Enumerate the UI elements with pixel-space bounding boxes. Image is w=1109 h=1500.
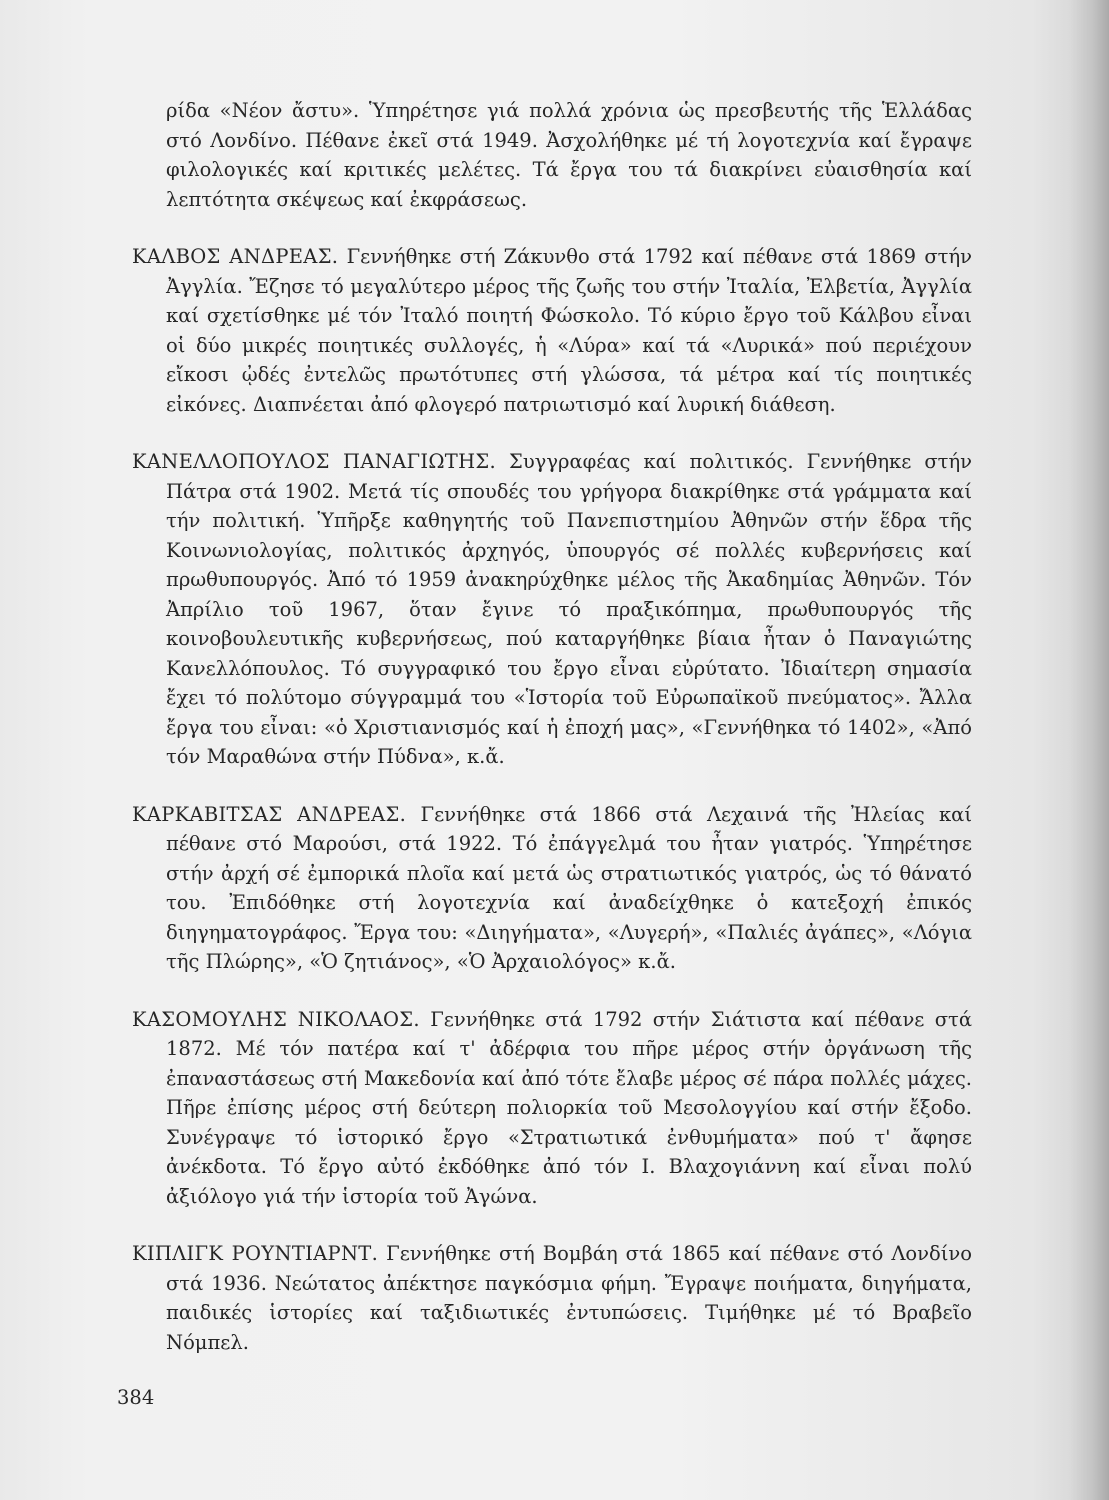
entry-body: Γεννήθηκε στή Ζάκυνθο στά 1792 καί πέθανε στά 1869 στήν Ἀγγλία. Ἔζησε τό μεγαλύτερο μέρος τῆς ζωῆς του στήν Ἰταλία, Ἐλβετία, Ἀγγλία καί σχετίσθηκε μέ τόν Ἰταλό ποιητή Φώσκολο. Τό κύριο ἔργο τοῦ Κάλβου εἶναι οἱ δύο μικρές ποιητικές συλλογές, ἡ «Λύρα» καί τά «Λυρικά» πού περιέχουν εἴκοσι ᾠδές ἐντελῶς πρωτότυπες στή γλώσσα, τά μέτρα καί τίς ποιητικές εἰκόνες. Διαπνέεται ἀπό φλογερό πατριωτισμό καί λυρική διάθεση. xyxy=(166,245,973,416)
binding-shadow xyxy=(1069,0,1109,1500)
entry-head: ΚΑΛΒΟΣ ΑΝΔΡΕΑΣ. xyxy=(132,245,339,268)
continuation-paragraph: ρίδα «Νέον ἄστυ». Ὑπηρέτησε γιά πολλά χρόνια ὡς πρεσβευτής τῆς Ἑλλάδας στό Λονδίνο. Πέθανε ἐκεῖ στά 1949. Ἀσχολήθηκε μέ τή λογοτεχνία καί ἔγραψε φιλολογικές καί κριτικές μελέτες. Τά ἔργα του τά διακρίνει εὐαισθησία καί λεπτότητα σκέψεως καί ἐκφράσεως. xyxy=(166,99,972,211)
entry-kasomoulis xyxy=(132,1005,972,1212)
entry-karkavitsas xyxy=(132,800,972,977)
page-number: 384 xyxy=(117,1386,155,1409)
entry-kipling xyxy=(132,1239,972,1357)
entry-head: ΚΙΠΛΙΓΚ ΡΟΥΝΤΙΑΡΝΤ. xyxy=(132,1242,379,1265)
entry-head: ΚΑΝΕΛΛΟΠΟΥΛΟΣ ΠΑΝΑΓΙΩΤΗΣ. xyxy=(132,450,496,473)
entry-head: ΚΑΣΟΜΟΥΛΗΣ ΝΙΚΟΛΑΟΣ. xyxy=(132,1007,420,1031)
entry-body: Γεννήθηκε στή Βομβάη στά 1865 καί πέθανε στό Λονδίνο στά 1936. Νεώτατος ἀπέκτησε παγκόσμια φήμη. Ἔγραψε ποιήματα, διηγήματα, παιδικές ἱστορίες καί ταξιδιωτικές ἐντυπώσεις. Τιμήθηκε μέ τό Βραβεῖο Νόμπελ. xyxy=(166,1242,973,1354)
entry-body: Γεννήθηκε στά 1866 στά Λεχαινά τῆς Ἠλείας καί πέθανε στό Μαρούσι, στά 1922. Τό ἐπάγγελμά του ἦταν γιατρός. Ὑπηρέτησε στήν ἀρχή σέ ἐμπορικά πλοῖα καί μετά ὡς στρατιωτικός γιατρός, ὡς τό θάνατό του. Ἐπιδόθηκε στή λογοτεχνία καί ἀναδείχθηκε ὁ κατεξοχή ἐπικός διηγηματογράφος. Ἔργα του: «Διηγήματα», «Λυγερή», «Παλιές ἀγάπες», «Λόγια τῆς Πλώρης», «Ὁ ζητιάνος», «Ὁ Ἀρχαιολόγος» κ.ἄ. xyxy=(166,802,972,973)
biography-text xyxy=(132,96,972,1357)
entry-kanellopoulos xyxy=(132,447,972,772)
entry-body: Γεννήθηκε στά 1792 στήν Σιάτιστα καί πέθανε στά 1872. Μέ τόν πατέρα καί τ' ἀδέρφια του πῆρε μέρος στήν ὀργάνωση τῆς ἐπαναστάσεως στή Μακεδονία καί ἀπό τότε ἔλαβε μέρος σέ πάρα πολλές μάχες. Πῆρε ἐπίσης μέρος στή δεύτερη πολιορκία τοῦ Μεσολογγίου καί στήν ἔξοδο. Συνέγραψε τό ἱστορικό ἔργο «Στρατιωτικά ἐνθυμήματα» πού τ' ἄφησε ἀνέκδοτα. Τό ἔργο αὐτό ἐκδόθηκε ἀπό τόν Ι. Βλαχογιάννη καί εἶναι πολύ ἀξιόλογο γιά τήν ἱστορία τοῦ Ἀγώνα. xyxy=(166,1007,972,1208)
entry-head: ΚΑΡΚΑΒΙΤΣΑΣ ΑΝΔΡΕΑΣ. xyxy=(132,802,407,826)
entry-body: Συγγραφέας καί πολιτικός. Γεννήθηκε στήν Πάτρα στά 1902. Μετά τίς σπουδές του γρήγορα διακρίθηκε στά γράμματα καί τήν πολιτική. Ὑπῆρξε καθηγητής τοῦ Πανεπιστημίου Ἀθηνῶν στήν ἕδρα τῆς Κοινωνιολογίας, πολιτικός ἀρχηγός, ὑπουργός σέ πολλές κυβερνήσεις καί πρωθυπουργός. Ἀπό τό 1959 ἀνακηρύχθηκε μέλος τῆς Ἀκαδημίας Ἀθηνῶν. Τόν Ἀπρίλιο τοῦ 1967, ὅταν ἔγινε τό πραξικόπημα, πρωθυπουργός τῆς κοινοβουλευτικῆς κυβερνήσεως, πού καταργήθηκε βίαια ἦταν ὁ Παναγιώτης Κανελλόπουλος. Τό συγγραφικό του ἔργο εἶναι εὐρύτατο. Ἰδιαίτερη σημασία ἔχει τό πολύτομο σύγγραμμά του «Ἱστορία τοῦ Εὐρωπαϊκοῦ πνεύματος». Ἄλλα ἔργα του εἶναι: «ὁ Χριστιανισμός καί ἡ ἐποχή μας», «Γεννήθηκα τό 1402», «Ἀπό τόν Μαραθώνα στήν Πύδνα», κ.ἄ. xyxy=(166,450,973,768)
entry-kalvos xyxy=(132,242,972,419)
